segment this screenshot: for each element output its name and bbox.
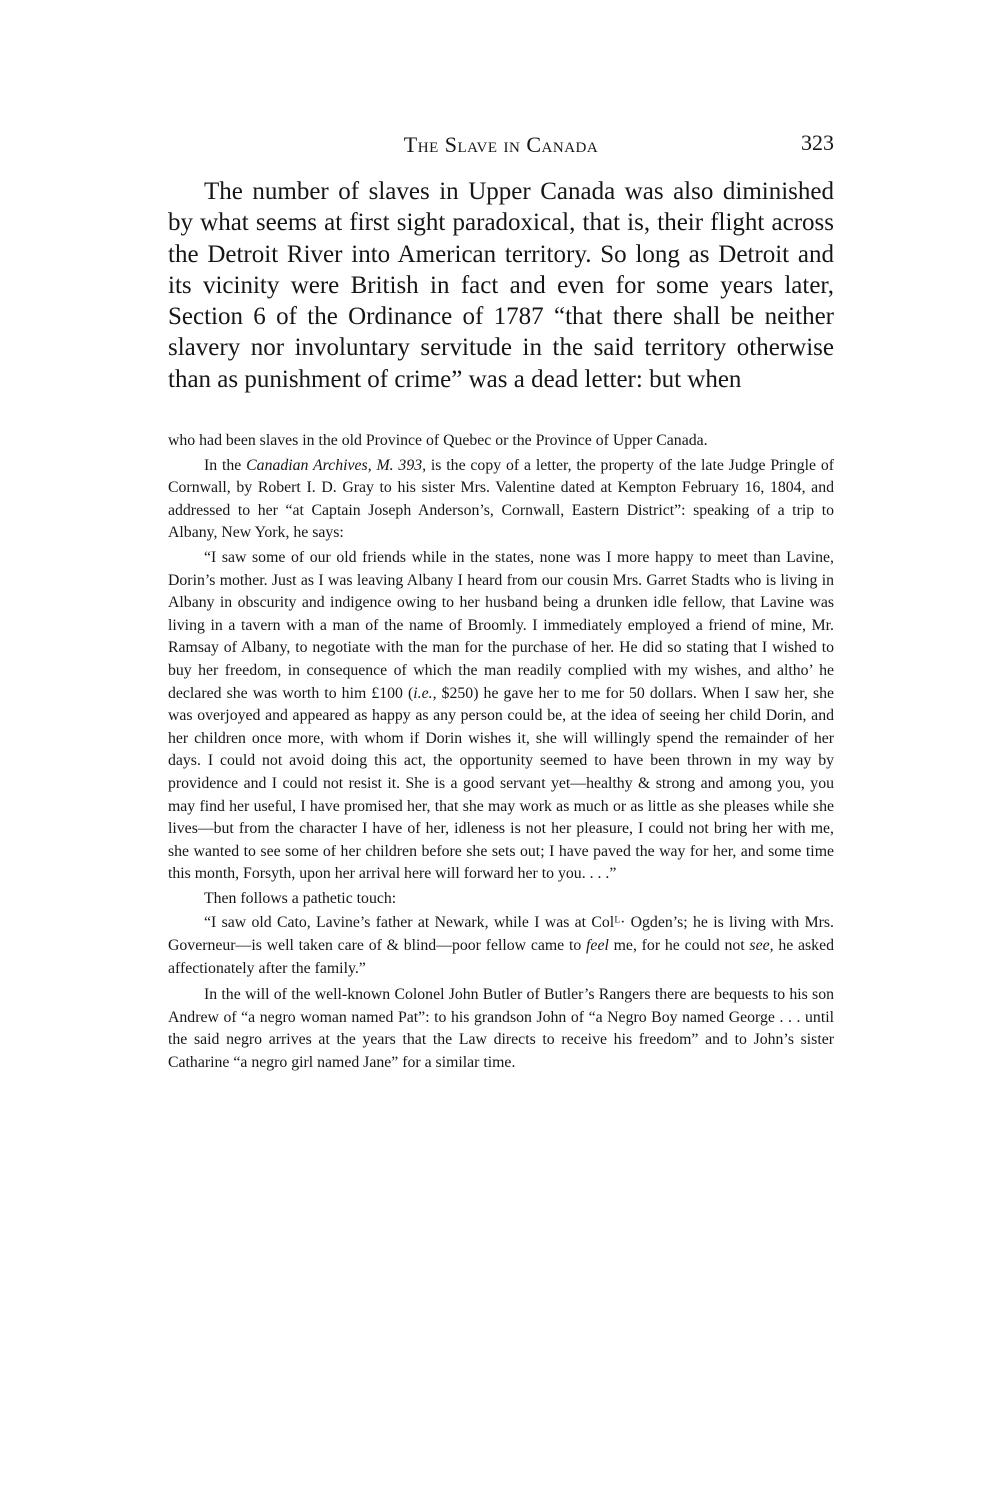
archives-text-before: In the <box>204 456 247 474</box>
archives-citation: Canadian Archives, M. 393, <box>246 456 427 474</box>
letter-ie: i.e., <box>413 684 437 702</box>
running-head <box>168 128 834 168</box>
archives-text-after: is the copy of a letter, the property of the late Judge Pringle of Cornwall, by Robert I. D. Gray to his sister Mrs. Valentine dated at Kempton February 16, 1804, and addressed to her “at Captain Joseph Anderson’s, Cornwall, Eastern District”: speaking of a trip to Albany, New York, he says: <box>168 456 834 542</box>
footnote-pathetic-intro: Then follows a pathetic touch: <box>204 889 397 907</box>
cato-text-3: he asked affectionately after the family.” <box>168 937 834 977</box>
footnote-butler-will: In the will of the well-known Colonel John Butler of Butler’s Rangers there are bequests to his son Andrew of “a negro woman named Pat”: to his grandson John of “a Negro Boy named George . . . until the said negro arrives at the years that the Law directs to receive his freedom” and to John’s sister Catharine “a negro girl named Jane” for a similar time. <box>168 986 834 1072</box>
body-paragraph: The number of slaves in Upper Canada was also diminished by what seems at first sight paradoxical, that is, their flight across the Detroit River into American territory. So long as Detroit and its vicinity were British in fact and even for some years later, Section 6 of the Ordinance of 1787 “that there shall be neither slavery nor involuntary servitude in the said territory otherwise than as punishment of crime” was a dead letter: but when <box>168 178 834 393</box>
cato-feel: feel <box>586 937 609 955</box>
cato-see: see, <box>749 937 774 955</box>
footnote-letter-quote <box>168 547 834 886</box>
running-title: The Slave in Canada <box>403 132 599 157</box>
footnote-cato-quote <box>168 912 834 980</box>
cato-text-2: me, for he could not <box>608 937 750 955</box>
main-text <box>168 176 834 395</box>
page-number: 323 <box>801 130 834 155</box>
footnote-continuation: who had been slaves in the old Province of Quebec or the Province of Upper Canada. <box>168 432 708 449</box>
cato-text-1: “I saw old Cato, Lavine’s father at Newark, while I was at Colᴸ· Ogden’s; he is living with Mrs. Governeur—is well taken care of & blind—poor fellow came to <box>168 914 834 955</box>
letter-text-2: $250) he gave her to me for 50 dollars. When I saw her, she was overjoyed and appeared as happy as any person could be, at the idea of seeing her child Dorin, and her children once more, with whom if Dorin wishes it, she will willingly spend the remainder of her days. I could not avoid doing this act, the opportunity seemed to have been thrown in my way by providence and I could not resist it. She is a good servant yet—healthy & strong and among you, you may find her useful, I have promised her, that she may work as much or as little as she pleases while she lives—but from the character I have of her, idleness is not her pleasure, I could not bring her with me, she wanted to see some of her children before she sets out; I have paved the way for her, and some time this month, Forsyth, upon her arrival here will forward her to you. . . .” <box>168 684 834 883</box>
footnote-archives-paragraph <box>168 455 834 545</box>
footnote <box>168 430 834 1075</box>
letter-text-1: “I saw some of our old friends while in the states, none was I more happy to meet than Lavine, Dorin’s mother. Just as I was leaving Albany I heard from our cousin Mrs. Garret Stadts who is living in Albany in obscurity and indigence owing to her husband being a drunken idle fellow, that Lavine was living in a tavern with a man of the name of Broomly. I immediately employed a friend of mine, Mr. Ramsay of Albany, to negotiate with the man for the purchase of her. He did so stating that I wished to buy her freedom, in consequence of which the man readily complied with my wishes, and altho’ he declared she was worth to him £100 ( <box>168 548 834 702</box>
